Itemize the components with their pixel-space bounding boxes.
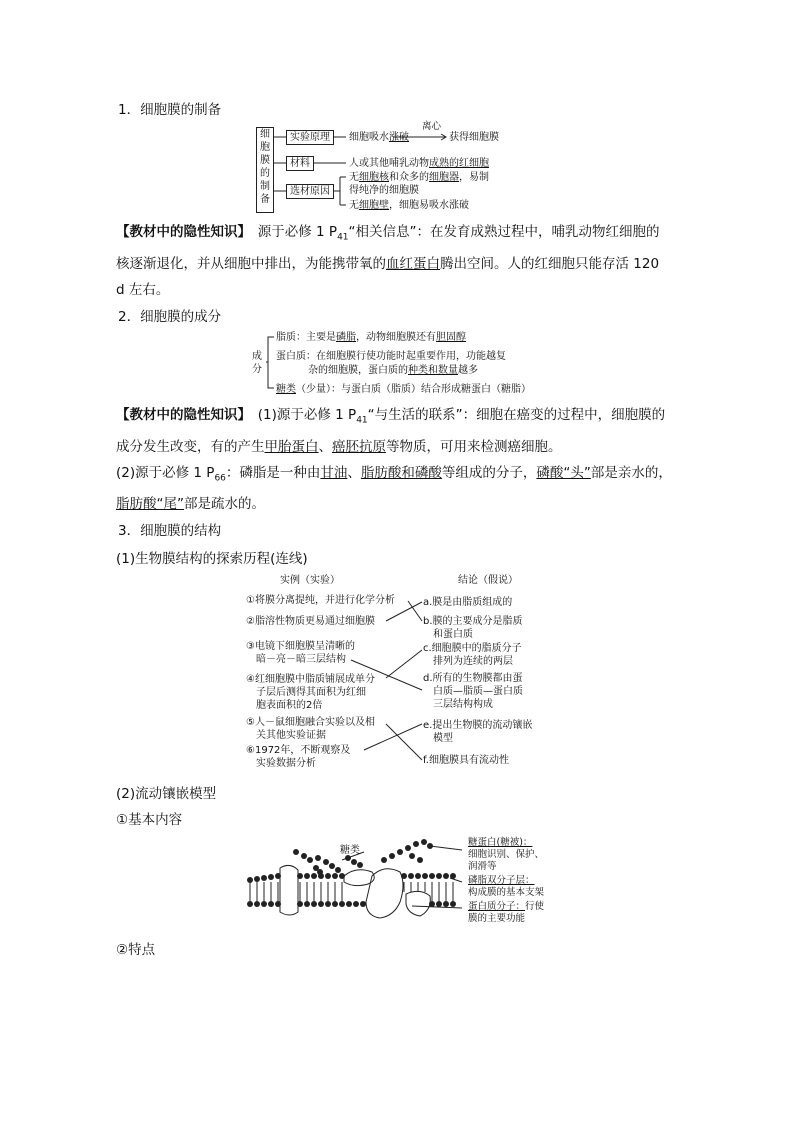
protein-embedded bbox=[406, 891, 430, 916]
root-char: 细 bbox=[260, 129, 270, 140]
material-text: 人或其他哺乳动物成熟的红细胞 bbox=[349, 158, 489, 169]
matching-diagram bbox=[246, 574, 556, 774]
left-item-1: ①将膜分离提纯，并进行化学分析 bbox=[246, 595, 395, 606]
s2-note-1-line-1: 【教材中的隐性知识】 (1)源于必修 1 $P_{41}“$与生活的联系”：细胞在癌变的过程中，细胞膜的 bbox=[116, 407, 666, 426]
centrifuge-label: 离心 bbox=[422, 121, 442, 132]
section-1-heading: 1．细胞膜的制备 bbox=[118, 102, 222, 118]
components-lipid: 脂质：主要是磷脂，动物细胞膜还有胆固醇 bbox=[276, 332, 466, 343]
model-subheading: (2)流动镶嵌模型 bbox=[116, 786, 217, 802]
right-item-e1: e.提出生物膜的流动镶嵌 bbox=[423, 720, 533, 731]
principle-box: 实验原理 bbox=[286, 130, 334, 145]
bilayer-label: 磷脂双分子层： 构成膜的基本支架 bbox=[468, 875, 545, 898]
principle-result: 获得细胞膜 bbox=[449, 132, 499, 143]
left-item-3b: 暗－亮－暗三层结构 bbox=[246, 654, 346, 665]
section-2-heading: 2．细胞膜的成分 bbox=[118, 309, 222, 325]
left-item-3a: ③电镜下细胞膜呈清晰的 bbox=[246, 641, 355, 652]
left-item-4b: 子层后测得其面积为红细 bbox=[246, 687, 366, 698]
left-item-6a: ⑥1972年，不断观察及 bbox=[246, 745, 351, 756]
matching-subheading: (1)生物膜结构的探索历程(连线) bbox=[116, 551, 308, 567]
s2-note-2-line-2: 脂肪酸“尾”部是疏水的。 bbox=[116, 496, 265, 513]
right-item-b2: 和蛋白质 bbox=[423, 629, 473, 640]
s1-note-line-3: d 左右。 bbox=[116, 281, 170, 298]
left-item-4a: ④红细胞膜中脂质铺展成单分 bbox=[246, 674, 375, 685]
root-char: 制 bbox=[260, 181, 270, 192]
components-protein-1: 蛋白质：在细胞膜行使功能时起重要作用，功能越复 bbox=[276, 351, 506, 362]
s2-note-2-line-1: (2)源于必修 1 $P_{66}$：磷脂是一种由甘油、脂肪酸和磷酸等组成的分子，磷酸“头”部是亲水的， bbox=[116, 464, 672, 484]
left-item-5b: 关其他实验证据 bbox=[246, 730, 326, 741]
root-char: 膜 bbox=[260, 155, 270, 166]
reason-line-2: 得纯净的细胞膜 bbox=[349, 185, 419, 196]
left-item-5a: ⑤人－鼠细胞融合实验以及相 bbox=[246, 717, 375, 728]
components-sugar: 糖类（少量）：与蛋白质（脂质）结合形成糖蛋白（糖脂） bbox=[276, 384, 531, 395]
s1-note-line-2: 核逐渐退化，并从细胞中排出，为能携带氧的血红蛋白腾出空间。人的红细胞只能存活 120 bbox=[116, 255, 660, 272]
s1-note-line-1: 【教材中的隐性知识】 源于必修 1 $P_{41}“$相关信息”：在发育成熟过程中，哺乳动物红细胞的 bbox=[116, 224, 660, 243]
sugar-label: 糖类 bbox=[340, 845, 360, 856]
material-box: 材料 bbox=[286, 156, 314, 171]
right-item-a: a.膜是由脂质组成的 bbox=[423, 597, 513, 608]
left-item-4c: 胞表面积的2倍 bbox=[246, 700, 323, 711]
protein-peripheral bbox=[344, 870, 374, 886]
section-3-heading: 3．细胞膜的结构 bbox=[118, 523, 222, 539]
basic-content-heading: ①基本内容 bbox=[116, 812, 183, 828]
matching-left-title: 实例（实验） bbox=[280, 575, 340, 586]
components-root: 成 分 bbox=[252, 351, 262, 375]
right-item-e2: 模型 bbox=[423, 733, 453, 744]
reason-line-3: 无细胞壁，细胞易吸水涨破 bbox=[349, 200, 469, 211]
s2-note-1-line-2: 成分发生改变，有的产生甲胎蛋白、癌胚抗原等物质，可用来检测癌细胞。 bbox=[116, 438, 562, 455]
right-item-d2: 白质—脂质—蛋白质 bbox=[423, 686, 523, 697]
protein-transmembrane-1 bbox=[280, 865, 298, 915]
phospholipid-outer-heads bbox=[247, 873, 456, 883]
glycoprotein-label: 糖蛋白(糖被)： 细胞识别、保护、 润滑等 bbox=[468, 837, 545, 872]
right-item-b1: b.膜的主要成分是脂质 bbox=[423, 616, 523, 627]
left-item-6b: 实验数据分析 bbox=[246, 758, 316, 769]
right-item-f: f.细胞膜具有流动性 bbox=[423, 755, 509, 766]
reason-box: 选材原因 bbox=[286, 184, 334, 199]
matching-right-title: 结论（假说） bbox=[458, 575, 518, 586]
right-item-d1: d.所有的生物膜都由蛋 bbox=[423, 673, 523, 684]
membrane-preparation-diagram bbox=[256, 121, 536, 217]
membrane-components-diagram bbox=[252, 328, 552, 398]
root-char: 胞 bbox=[260, 142, 270, 153]
protein-transmembrane-2 bbox=[366, 869, 403, 918]
reason-line-1: 无细胞核和众多的细胞器，易制 bbox=[349, 172, 489, 183]
left-item-2: ②脂溶性物质更易通过细胞膜 bbox=[246, 616, 375, 627]
principle-text: 细胞吸水涨破 bbox=[349, 132, 409, 143]
right-item-d3: 三层结构构成 bbox=[423, 699, 493, 710]
fluid-mosaic-figure bbox=[244, 832, 554, 932]
protein-label: 蛋白质分子：行使 膜的主要功能 bbox=[468, 901, 545, 924]
features-heading: ②特点 bbox=[116, 942, 156, 958]
root-char: 备 bbox=[260, 194, 270, 205]
components-protein-2: 杂的细胞膜，蛋白质的种类和数量越多 bbox=[308, 365, 478, 376]
matching-lines bbox=[246, 574, 556, 774]
s1-note bbox=[116, 221, 686, 301]
right-item-c1: c.细胞膜中的脂质分子 bbox=[423, 643, 522, 654]
root-char: 的 bbox=[260, 168, 270, 179]
right-item-c2: 排列为连续的两层 bbox=[423, 656, 513, 667]
s2-note bbox=[116, 404, 686, 515]
